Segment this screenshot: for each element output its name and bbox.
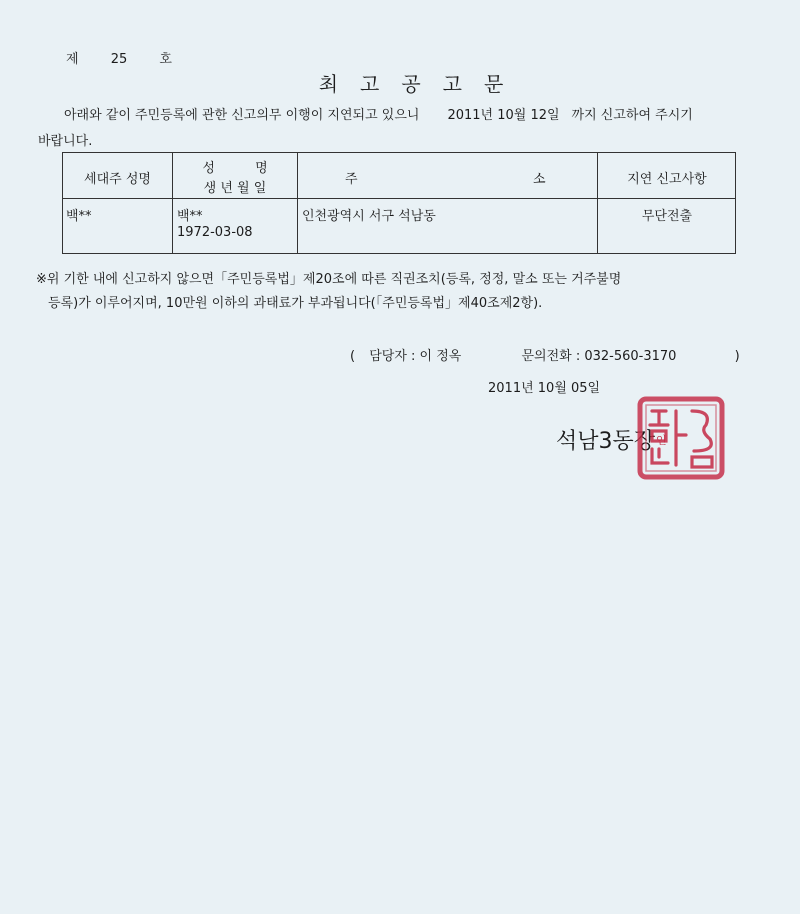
row-household-head: 백** bbox=[66, 209, 92, 224]
intro-line-1 bbox=[64, 104, 693, 123]
seal-mark: 인 bbox=[656, 434, 667, 447]
header-name: 성 명 bbox=[202, 161, 286, 176]
row-birthdate: 1972-03-08 bbox=[177, 225, 253, 240]
document-number bbox=[66, 48, 172, 67]
deadline-date: 2011년 10월 12일 bbox=[447, 108, 560, 123]
contact-phone: 문의전화 : 032-560-3170 bbox=[521, 349, 677, 364]
header-address-so: 소 bbox=[533, 172, 546, 187]
intro-line-2: 바랍니다. bbox=[38, 134, 93, 149]
contact-info bbox=[350, 345, 740, 364]
notice-line-2: 등록)가 이루어지며, 10만원 이하의 과태료가 부과됩니다(「주민등록법」제40조제2항). bbox=[48, 296, 543, 311]
issue-date: 2011년 10월 05일 bbox=[488, 381, 601, 396]
header-birthdate: 생 년 월 일 bbox=[203, 181, 267, 196]
table-header-divider bbox=[63, 198, 735, 199]
intro-line-end: 까지 신고하여 주시기 bbox=[571, 108, 693, 123]
official-seal-stamp bbox=[636, 395, 726, 481]
contact-manager: 담당자 : 이 정옥 bbox=[369, 349, 462, 364]
document-title: 최고공고문 bbox=[318, 72, 526, 96]
doc-number-value: 25 bbox=[110, 52, 128, 67]
doc-number-prefix: 제 bbox=[66, 52, 79, 67]
header-address-ju: 주 bbox=[345, 172, 358, 187]
row-address: 인천광역시 서구 석남동 bbox=[302, 209, 436, 224]
issuer-name: 석남3동장 bbox=[556, 429, 656, 454]
row-name: 백** bbox=[177, 209, 203, 224]
header-late-report: 지연 신고사항 bbox=[627, 172, 707, 187]
intro-text: 아래와 같이 주민등록에 관한 신고의무 이행이 지연되고 있으니 bbox=[64, 108, 420, 123]
header-household-head: 세대주 성명 bbox=[84, 172, 151, 187]
notice-line-1: ※위 기한 내에 신고하지 않으면「주민등록법」제20조에 따른 직권조치(등록, 정정, 말소 또는 거주불명 bbox=[36, 272, 622, 287]
doc-number-suffix: 호 bbox=[159, 52, 172, 67]
row-late-report: 무단전출 bbox=[641, 209, 693, 224]
contact-close-paren: ) bbox=[734, 349, 740, 364]
contact-open-paren: ( bbox=[350, 349, 356, 364]
report-table bbox=[62, 152, 736, 254]
table-divider bbox=[297, 153, 298, 253]
